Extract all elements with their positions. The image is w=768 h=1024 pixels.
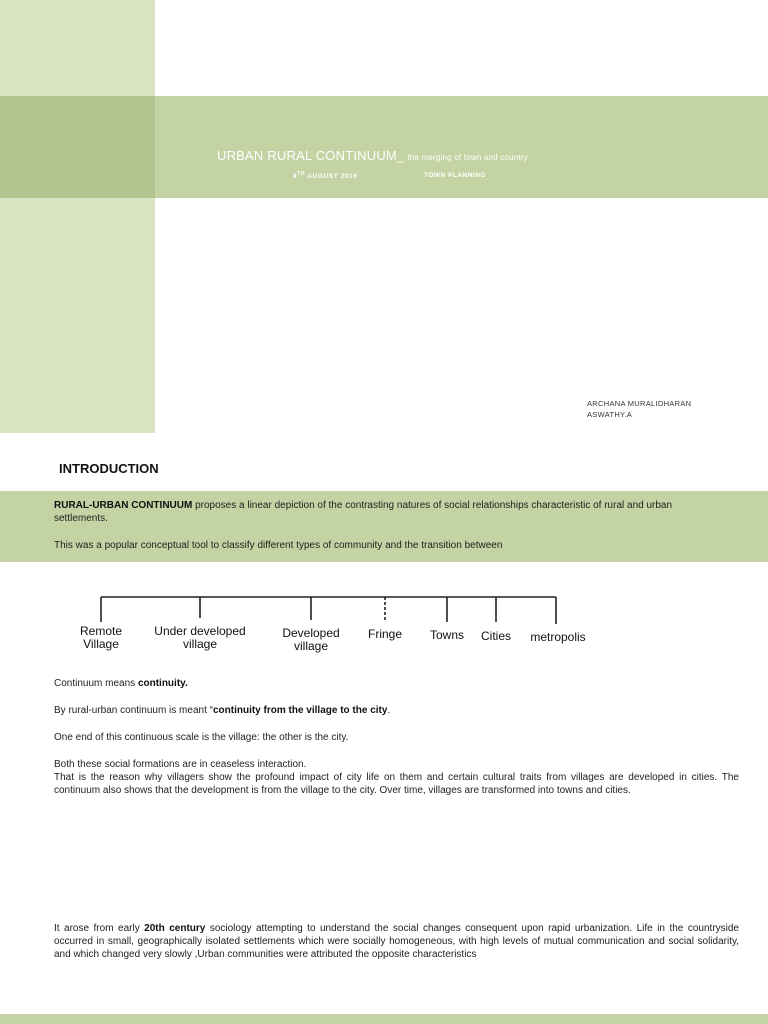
continuum-scale: One end of this continuous scale is the village: the other is the city.: [54, 732, 349, 743]
footer-band: [0, 1014, 768, 1024]
author-name: ARCHANA MURALIDHARAN: [587, 399, 692, 408]
stage-label: [80, 625, 122, 651]
stage-label-line: Developed: [282, 626, 340, 640]
date-rest: AUGUST 2016: [307, 173, 358, 180]
text-run: .: [387, 705, 391, 716]
stage-label-line: Remote: [79, 624, 123, 638]
stage-label-line: village: [293, 639, 329, 653]
stage-label: [530, 631, 585, 644]
introduction-paragraph: [54, 499, 714, 525]
stage-label: [481, 630, 511, 643]
text-run: By rural-urban continuum is meant “: [54, 705, 213, 716]
definition-term: RURAL-URBAN CONTINUUM: [54, 500, 193, 511]
emphasis: continuity.: [137, 678, 188, 689]
stage-label-line: village: [182, 637, 218, 651]
stage-label: [368, 628, 402, 641]
continuum-diagram: [70, 590, 610, 660]
stage-label-line: metropolis: [530, 630, 586, 644]
stage-label-line: Towns: [429, 628, 465, 642]
title-subtitle: the merging of town and country: [407, 153, 528, 162]
stage-label-line: Under developed: [154, 624, 246, 638]
introduction-paragraph-2: This was a popular conceptual tool to classify different types of community and the transition between: [54, 540, 503, 551]
date-suffix: TH: [297, 171, 306, 177]
document-subject: TOWN PLANNING: [424, 172, 486, 179]
stage-label-line: Cities: [480, 629, 512, 643]
emphasis: 20th century: [144, 923, 206, 934]
title-main-text: URBAN RURAL CONTINUUM_: [217, 148, 405, 163]
interaction-paragraph: [54, 758, 739, 797]
text-run: sociology attempting to understand the social changes consequent upon rapid urbanization. Life in the countryside occurred in small, geographically isolated settlements which were socially homogeneous, with high levels of mutual communication and social solidarity, and which changed very slowly ,Urban communities were attributed the opposite characteristics: [54, 923, 739, 960]
text-run: Both these social formations are in ceaseless interaction.: [54, 759, 307, 770]
definition-text: proposes a linear depiction of the contrasting natures of social relationships characteristic of rural and urban settlements.: [54, 500, 673, 524]
text-run: That is the reason why villagers show the profound impact of city life on them and certain cultural traits from villages are developed in cities. The continuum also shows that the development is from the village to the city. Over time, villages are transformed into towns and cities.: [54, 772, 739, 796]
continuum-bracket: [70, 590, 610, 630]
continuum-definition: [54, 677, 739, 690]
document-date: [293, 171, 358, 180]
stage-label-line: Fringe: [367, 627, 403, 641]
text-run: It arose from early: [54, 923, 145, 934]
title-band-accent: [0, 96, 155, 198]
text-run: Continuum means: [54, 678, 138, 689]
author-name: ASWATHY.A: [587, 410, 633, 419]
authors-block: [587, 398, 691, 420]
stage-label: [282, 627, 339, 653]
stage-label: [154, 625, 245, 651]
stage-label: [430, 629, 464, 642]
document-title: [217, 148, 528, 163]
stage-label-line: Village: [83, 637, 119, 651]
origin-paragraph: [54, 922, 739, 961]
emphasis: continuity from the village to the city: [212, 705, 388, 716]
continuum-meaning: [54, 704, 739, 717]
side-decor-block: [0, 0, 155, 433]
date-day: 8: [293, 173, 298, 180]
introduction-heading: INTRODUCTION: [59, 461, 159, 476]
